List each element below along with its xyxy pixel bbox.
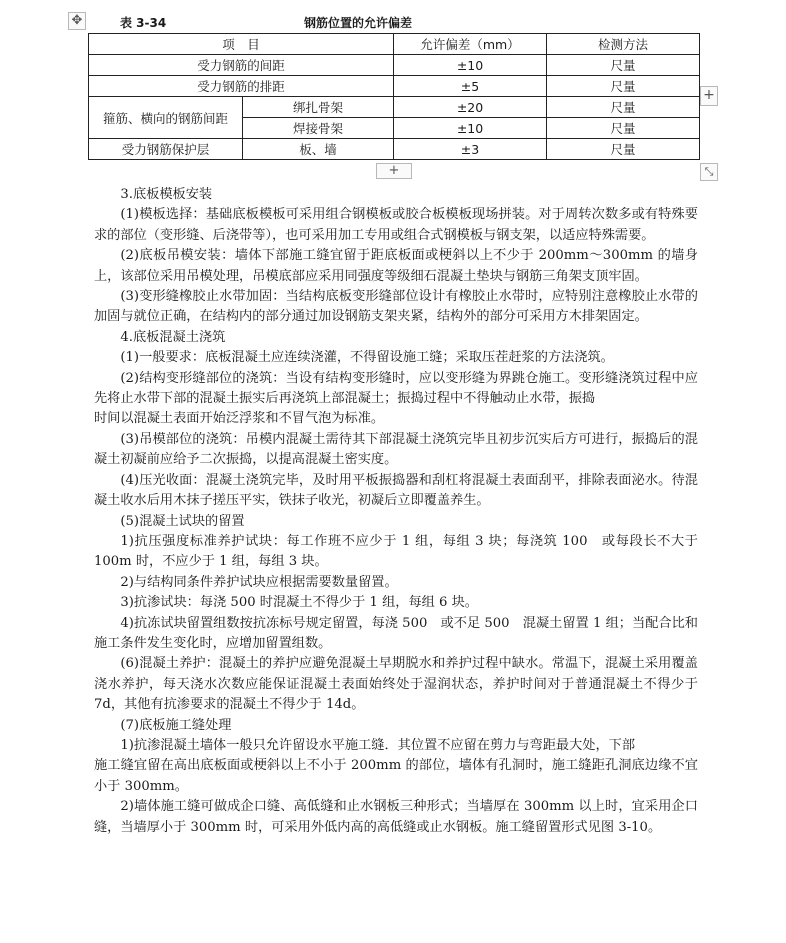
section-heading: 4.底板混凝土浇筑 [120, 329, 226, 345]
table-cell: 尺量 [547, 97, 700, 118]
paragraph: (2)底板吊模安装：墙体下部施工缝宜留于距底板面或梗斜以上不少于 200mm～300mm 的墙身上，该部位采用吊模处理，吊模底部应采用同强度等级细石混凝土垫块与钢筋三角架支顶牢固。 [94, 248, 698, 284]
table-row [89, 139, 700, 160]
paragraph: (2)结构变形缝部位的浇筑：当设有结构变形缝时，应以变形缝为界跳仓施工。变形缝浇筑过程中应先将止水带下部的混凝土振实后再浇筑上部混凝土；振捣过程中不得触动止水带，振捣 [94, 370, 698, 407]
table-cell: ±10 [394, 55, 547, 76]
add-column-icon[interactable]: + [700, 86, 718, 106]
paragraph: (6)混凝土养护：混凝土的养护应避免混凝土早期脱水和养护过程中缺水。常温下，混凝土采用覆盖浇水养护，每天浇水次数应能保证混凝土表面始终处于湿润状态，养护时间对于普通混凝土不得少于 7d，其他有抗渗要求的混凝土不得少于 14d。 [94, 656, 698, 713]
table-cell: 尺量 [547, 139, 700, 160]
document-body [94, 185, 698, 838]
table-cell: 受力钢筋的排距 [89, 76, 394, 97]
table-title: 钢筋位置的允许偏差 [304, 16, 413, 30]
paragraph: 2)与结构同条件养护试块应根据需要数量留置。 [120, 574, 398, 590]
table-cell: 尺量 [547, 76, 700, 97]
table-row [89, 76, 700, 97]
add-row-icon[interactable]: + [376, 163, 412, 179]
header-method: 检测方法 [547, 34, 700, 55]
paragraph: (1)一般要求：底板混凝土应连续浇灌，不得留设施工缝；采取压茬赶浆的方法浇筑。 [120, 350, 614, 366]
table-cell: 箍筋、横向的钢筋间距 [89, 97, 243, 139]
table-cell: 受力钢筋保护层 [89, 139, 243, 160]
table-cell: 绑扎骨架 [243, 97, 394, 118]
table-caption [120, 14, 680, 32]
section-heading: 3.底板模板安装 [120, 187, 213, 202]
paragraph: 4)抗冻试块留置组数按抗冻标号规定留置，每浇 500 或不足 500 混凝土留置 1 组；当配合比和施工条件发生变化时，应增加留置组数。 [94, 615, 698, 651]
header-item: 项 目 [89, 34, 394, 55]
tolerance-table [88, 33, 700, 160]
paragraph: 3)抗渗试块：每浇 500 时混凝土不得少于 1 组，每组 6 块。 [120, 595, 478, 611]
table-cell: 焊接骨架 [243, 118, 394, 139]
table-cell: ±20 [394, 97, 547, 118]
table-number: 表 3-34 [120, 16, 167, 30]
table-cell: ±10 [394, 118, 547, 139]
table-cell: 板、墙 [243, 139, 394, 160]
paragraph: (3)变形缝橡胶止水带加固：当结构底板变形缝部位设计有橡胶止水带时，应特别注意橡胶止水带的加固与就位正确，在结构内的部分通过加设钢筋支架夹紧，结构外的部分可采用方木排架固定。 [94, 289, 698, 325]
table-row [89, 55, 700, 76]
paragraph: 2)墙体施工缝可做成企口缝、高低缝和止水钢板三种形式；当墙厚在 300mm 以上时，宜采用企口缝，当墙厚小于 300mm 时，可采用外低内高的高低缝或止水钢板。施工缝留置形式见图 3-10。 [94, 799, 698, 835]
subheading: (5)混凝土试块的留置 [120, 513, 245, 529]
table-cell: 受力钢筋的间距 [89, 55, 394, 76]
paragraph: (3)吊模部位的浇筑：吊模内混凝土需待其下部混凝土浇筑完毕且初步沉实后方可进行，振捣后的混凝土初凝前应给予二次振捣，以提高混凝土密实度。 [94, 431, 698, 468]
table-move-handle-icon[interactable]: ✥ [68, 12, 86, 30]
table-resize-icon[interactable]: ⤡ [700, 163, 718, 181]
paragraph: (4)压光收面：混凝土浇筑完毕，及时用平板振捣器和刮杠将混凝土表面刮平，排除表面泌水。待混凝土收水后用木抹子搓压平实，铁抹子收光，初凝后立即覆盖养生。 [94, 472, 698, 509]
table-cell: ±3 [394, 139, 547, 160]
paragraph: 时间以混凝土表面开始泛浮浆和不冒气泡为标准。 [94, 411, 385, 427]
paragraph: 施工缝宜留在高出底板面或梗斜以上不小于 200mm 的部位，墙体有孔洞时，施工缝距孔洞底边缘不宜小于 300mm。 [94, 758, 698, 794]
paragraph: 1)抗压强度标准养护试块：每工作班不应少于 1 组，每组 3 块；每浇筑 100 或每段长不大于 100m 时，不应少于 1 组，每组 3 块。 [94, 533, 698, 570]
subheading: (7)底板施工缝处理 [120, 717, 232, 733]
table-header-row [89, 34, 700, 55]
table-cell: ±5 [394, 76, 547, 97]
header-tolerance: 允许偏差（mm） [394, 34, 547, 55]
paragraph: (1)模板选择：基础底板模板可采用组合钢模板或胶合板模板现场拼装。对于周转次数多或有特殊要求的部位（变形缝、后浇带等），也可采用加工专用或组合式钢模板与钢支架，以适应特殊需要。 [94, 207, 698, 243]
table-cell: 尺量 [547, 118, 700, 139]
table-row [89, 97, 700, 118]
paragraph: 1)抗渗混凝土墙体一般只允许留设水平施工缝．其位置不应留在剪力与弯距最大处，下部 [120, 737, 636, 753]
table-cell: 尺量 [547, 55, 700, 76]
